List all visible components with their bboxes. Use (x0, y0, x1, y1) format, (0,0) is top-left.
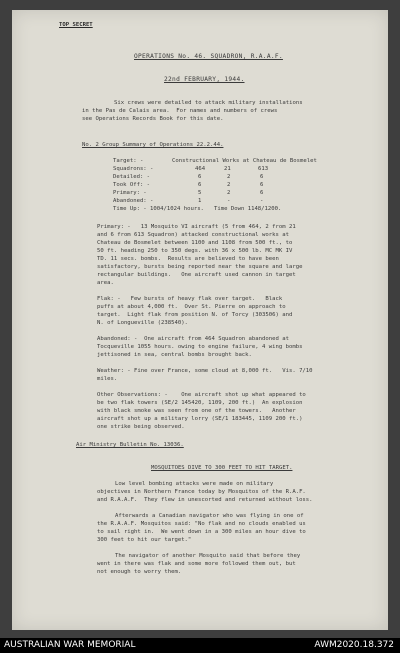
classification-stamp: TOP SECRET (59, 22, 93, 28)
table-cell: - (227, 198, 231, 204)
group-summary-heading: No. 2 Group Summary of Operations 22.2.44. (82, 142, 224, 148)
time-up-line: Time Up: - 1004/1024 hours. Time Down 1148/1200. (113, 206, 282, 212)
bulletin-heading: Air Ministry Bulletin No. 13036. (76, 442, 184, 448)
target-value: Constructional Works at Chateau de Bosmelet (172, 158, 317, 164)
table-cell: 6 (260, 182, 264, 188)
table-cell: 21 (224, 166, 231, 172)
table-cell: 6 (198, 182, 202, 188)
page-title: OPERATIONS No. 46. SQUADRON, R.A.A.F. (134, 53, 283, 60)
table-cell: 6 (260, 190, 264, 196)
table-cell: 613 (258, 166, 269, 172)
footer-bar (0, 638, 400, 653)
footer-source: AUSTRALIAN WAR MEMORIAL (4, 640, 136, 650)
table-row-label: Took Off: - (113, 182, 151, 188)
table-cell: - (260, 198, 264, 204)
table-cell: 6 (198, 174, 202, 180)
target-label: Target: - (113, 158, 144, 164)
table-cell: 2 (227, 190, 231, 196)
table-row-label: Squadrons: - (113, 166, 154, 172)
table-cell: 1 (198, 198, 202, 204)
table-row-label: Abandoned: - (113, 198, 154, 204)
table-cell: 6 (260, 174, 264, 180)
table-row-label: Detailed: - (113, 174, 151, 180)
table-row-label: Primary: - (113, 190, 147, 196)
table-cell: 5 (198, 190, 202, 196)
table-cell: 2 (227, 182, 231, 188)
document-page: TOP SECRET OPERATIONS No. 46. SQUADRON, R.A.A.F. 22nd FEBRUARY, 1944. Six crews were detailed to attack military installations in the Pas de Calais area. For names and numbers of crews see Operations Records Book for this date. No. 2 Group Summary of Operations 22.2.44. Target: - Constructional Works at Chateau de Bosmelet Squadrons: - 464 21 613 Detailed: - 6 2 6 Took Off: - 6 2 6 Primary: - 5 2 6 Abandoned: - 1 - - Time Up: - 1004/1024 hours. Time Down 1148/1200. Primary: - 13 Mosquito VI aircraft (5 from 464, 2 from 21 and 6 from 613 Squadron) attacked constructional works at Chateau de Bosmelet between 1100 and 1108 from 500 ft., to 50 ft. heading 250 to 350 degs. with 36 x 500 lb. MC MK IV TD. 11 secs. bombs. Results are believed to have been satisfactory, bursts being reported near the square and large rectangular buildings. One aircraft used cannon in target area. Flak: - Few bursts of heavy flak over target. Black puffs at about 4,000 ft. Over St. Pierre on approach to target. Light flak from position N. of Torcy (303506) and N. of Longueville (238540). Abandoned: - One aircraft from 464 Squadron abandoned at Tocqueville 1055 hours. owing to engine failure, 4 wing bombs jettisoned in sea, central bombs brought back. Weather: - Fine over France, some cloud at 8,000 ft. Vis. 7/10 miles. Other Observations: - One aircraft shot up what appeared to be two flak towers (SE/2 145420, 1109, 200 ft.) An explosion with black smoke was seen from one of the towers. Another aircraft shot up a military lorry (SE/1 183445, 1109 200 ft.) one strike being observed. Air Ministry Bulletin No. 13036. MOSQUITOES DIVE TO 300 FEET TO HIT TARGET. Low level bombing attacks were made on military objectives in Northern France today by Mosquitos of the R.A.F. and R.A.A.F. They flew in unescorted and returned without loss. Afterwards a Canadian navigator who was flying in one of the R.A.A.F. Mosquitos said: "No flak and no clouds enabled us to sail right in. We went down in a 300 miles an hour dive to 300 feet to hit our target." The navigator of another Mosquito said that before they went in there was flak and some more followed them out, but not enough to worry them. (12, 10, 388, 630)
table-cell: 464 (195, 166, 206, 172)
report-date: 22nd FEBRUARY, 1944. (164, 76, 245, 83)
table-cell: 2 (227, 174, 231, 180)
footer-item-id: AWM2020.18.372 (314, 640, 394, 650)
bulletin-title: MOSQUITOES DIVE TO 300 FEET TO HIT TARGET. (151, 465, 293, 471)
